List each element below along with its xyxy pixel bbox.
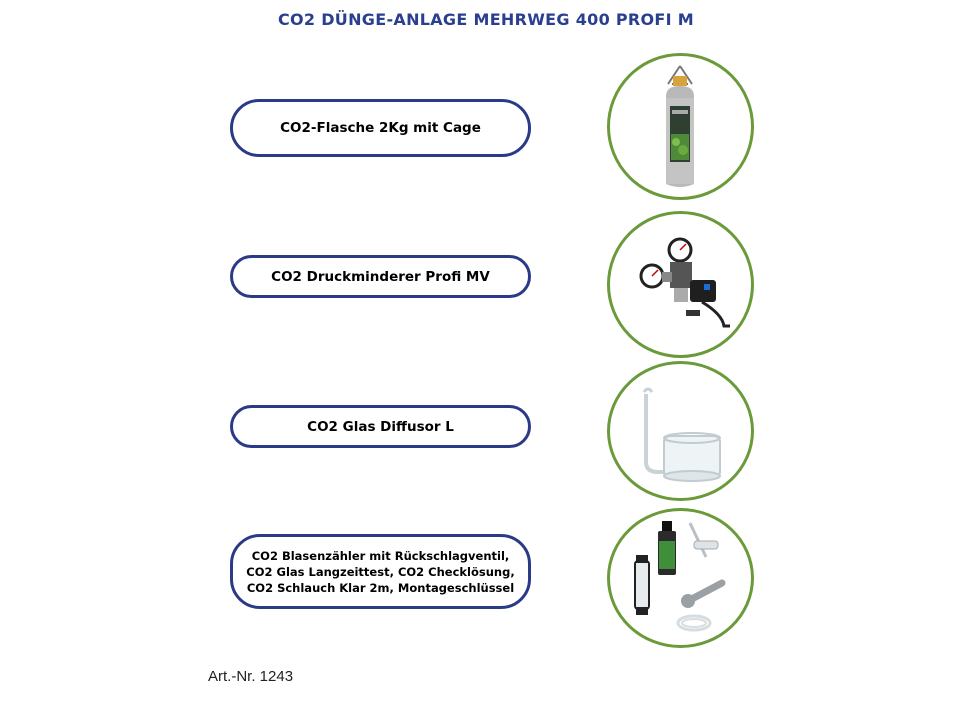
item-label-regulator — [230, 255, 531, 298]
page-title: CO2 DÜNGE-ANLAGE MEHRWEG 400 PROFI M — [277, 10, 695, 29]
item-label-accessories — [230, 534, 531, 609]
item-label-line: CO2 Blasenzähler mit Rückschlagventil, — [251, 548, 510, 563]
item-label-text: CO2 Glas Diffusor L — [307, 418, 454, 435]
pressure-regulator-image — [607, 211, 754, 358]
item-label-line: CO2 Glas Langzeittest, CO2 Checklösung, — [246, 564, 515, 579]
accessories-image — [607, 508, 754, 648]
co2-bottle-image — [607, 53, 754, 200]
item-label-text: CO2-Flasche 2Kg mit Cage — [280, 120, 481, 136]
glass-diffuser-image — [607, 361, 754, 501]
item-label-bottle — [230, 99, 531, 157]
item-label-line: CO2 Schlauch Klar 2m, Montageschlüssel — [246, 580, 515, 595]
article-number: Art.-Nr. 1243 — [208, 668, 294, 685]
item-label-text: CO2 Druckminderer Profi MV — [271, 268, 490, 285]
item-label-diffuser — [230, 405, 531, 448]
